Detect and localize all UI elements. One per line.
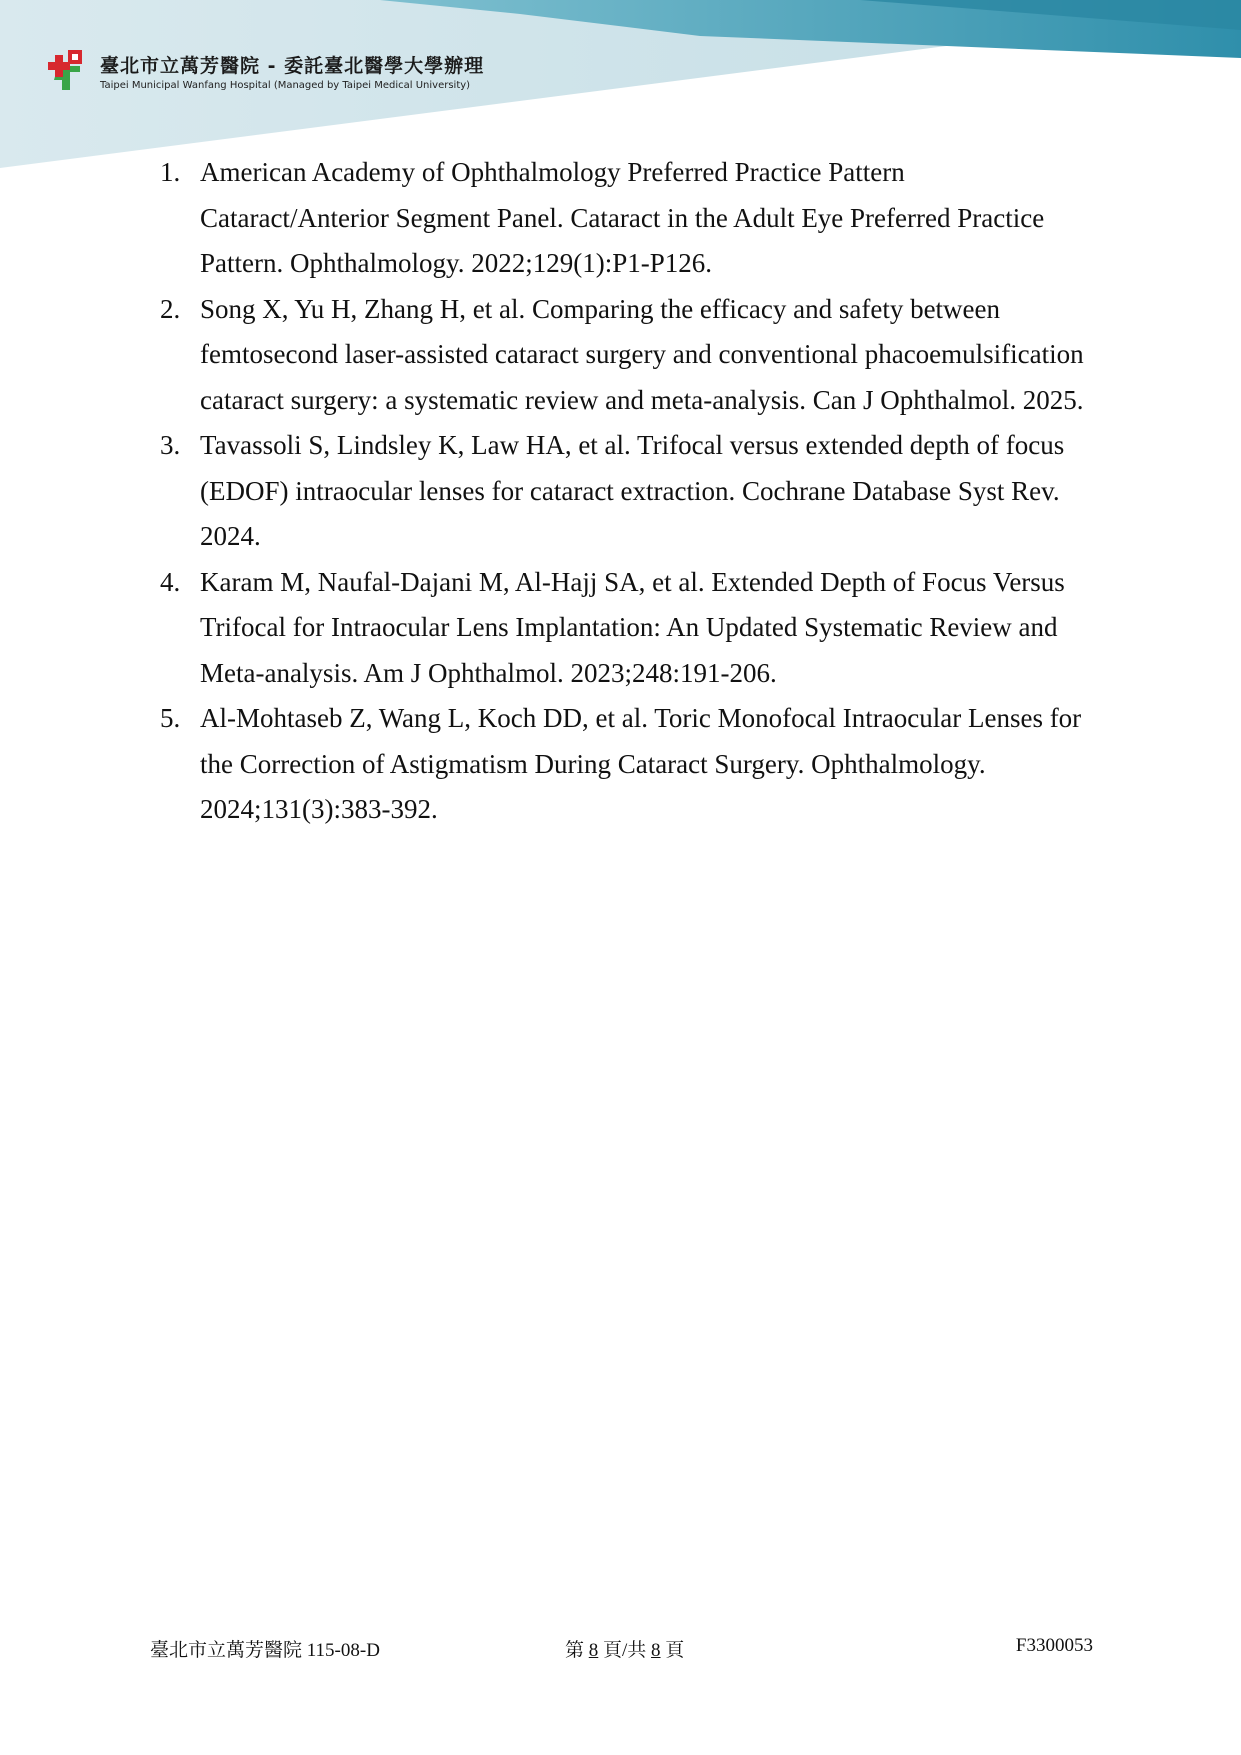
page-suffix: 頁 (665, 1640, 685, 1661)
footer-document-code: 臺北市立萬芳醫院 115-08-D (150, 1640, 380, 1661)
reference-item (160, 696, 1100, 833)
reference-number: 3. (160, 430, 181, 460)
reference-item (160, 423, 1100, 560)
reference-number: 4. (160, 566, 181, 597)
reference-text: American Academy of Ophthalmology Preferred Practice Pattern Cataract/Anterior Segment Panel. Cataract in the Adult Eye Preferred Practice Pattern. Ophthalmology. 2022;129(1):P1-P126. (200, 157, 1045, 278)
reference-text: Karam M, Naufal-Dajani M, Al-Hajj SA, et al. Extended Depth of Focus Versus Trifocal for Intraocular Lens Implantation: An Updated Systematic Review and Meta-analysis. Am J Ophthalmol. 2023;248:191-206. (200, 566, 1065, 688)
reference-text: Song X, Yu H, Zhang H, et al. Comparing the efficacy and safety between femtosecond laser-assisted cataract surgery and conventional phacoemulsification cataract surgery: a systematic review and meta-analysis. Can J Ophthalmol. 2025. (200, 293, 1084, 415)
page-current: 8 (588, 1640, 599, 1661)
reference-text: Tavassoli S, Lindsley K, Law HA, et al. Trifocal versus extended depth of focus (EDOF) intraocular lenses for cataract extraction. Cochrane Database Syst Rev. 2024. (200, 430, 1065, 551)
hospital-name-english: Taipei Municipal Wanfang Hospital (Managed by Taipei Medical University) (100, 80, 471, 91)
red-cross-green-logo-icon (44, 46, 92, 94)
page-total: 8 (651, 1640, 661, 1661)
hospital-name: 臺北市立萬芳醫院 - 委託臺北醫學大學辦理 (100, 55, 485, 77)
reference-number: 1. (160, 157, 181, 187)
reference-list (160, 150, 1100, 833)
page-prefix: 第 (565, 1640, 585, 1661)
footer-page-number (565, 1635, 684, 1662)
reference-item (160, 150, 1100, 287)
reference-item (160, 287, 1100, 424)
footer-form-number: F3300053 (1015, 1635, 1093, 1656)
reference-number: 5. (160, 703, 181, 733)
reference-number: 2. (160, 293, 181, 324)
reference-text: Al-Mohtaseb Z, Wang L, Koch DD, et al. Toric Monofocal Intraocular Lenses for the Correction of Astigmatism During Cataract Surgery. Ophthalmology. 2024;131(3):383-392. (200, 703, 1082, 824)
reference-item (160, 560, 1100, 697)
page-mid: 頁/共 (603, 1640, 647, 1661)
